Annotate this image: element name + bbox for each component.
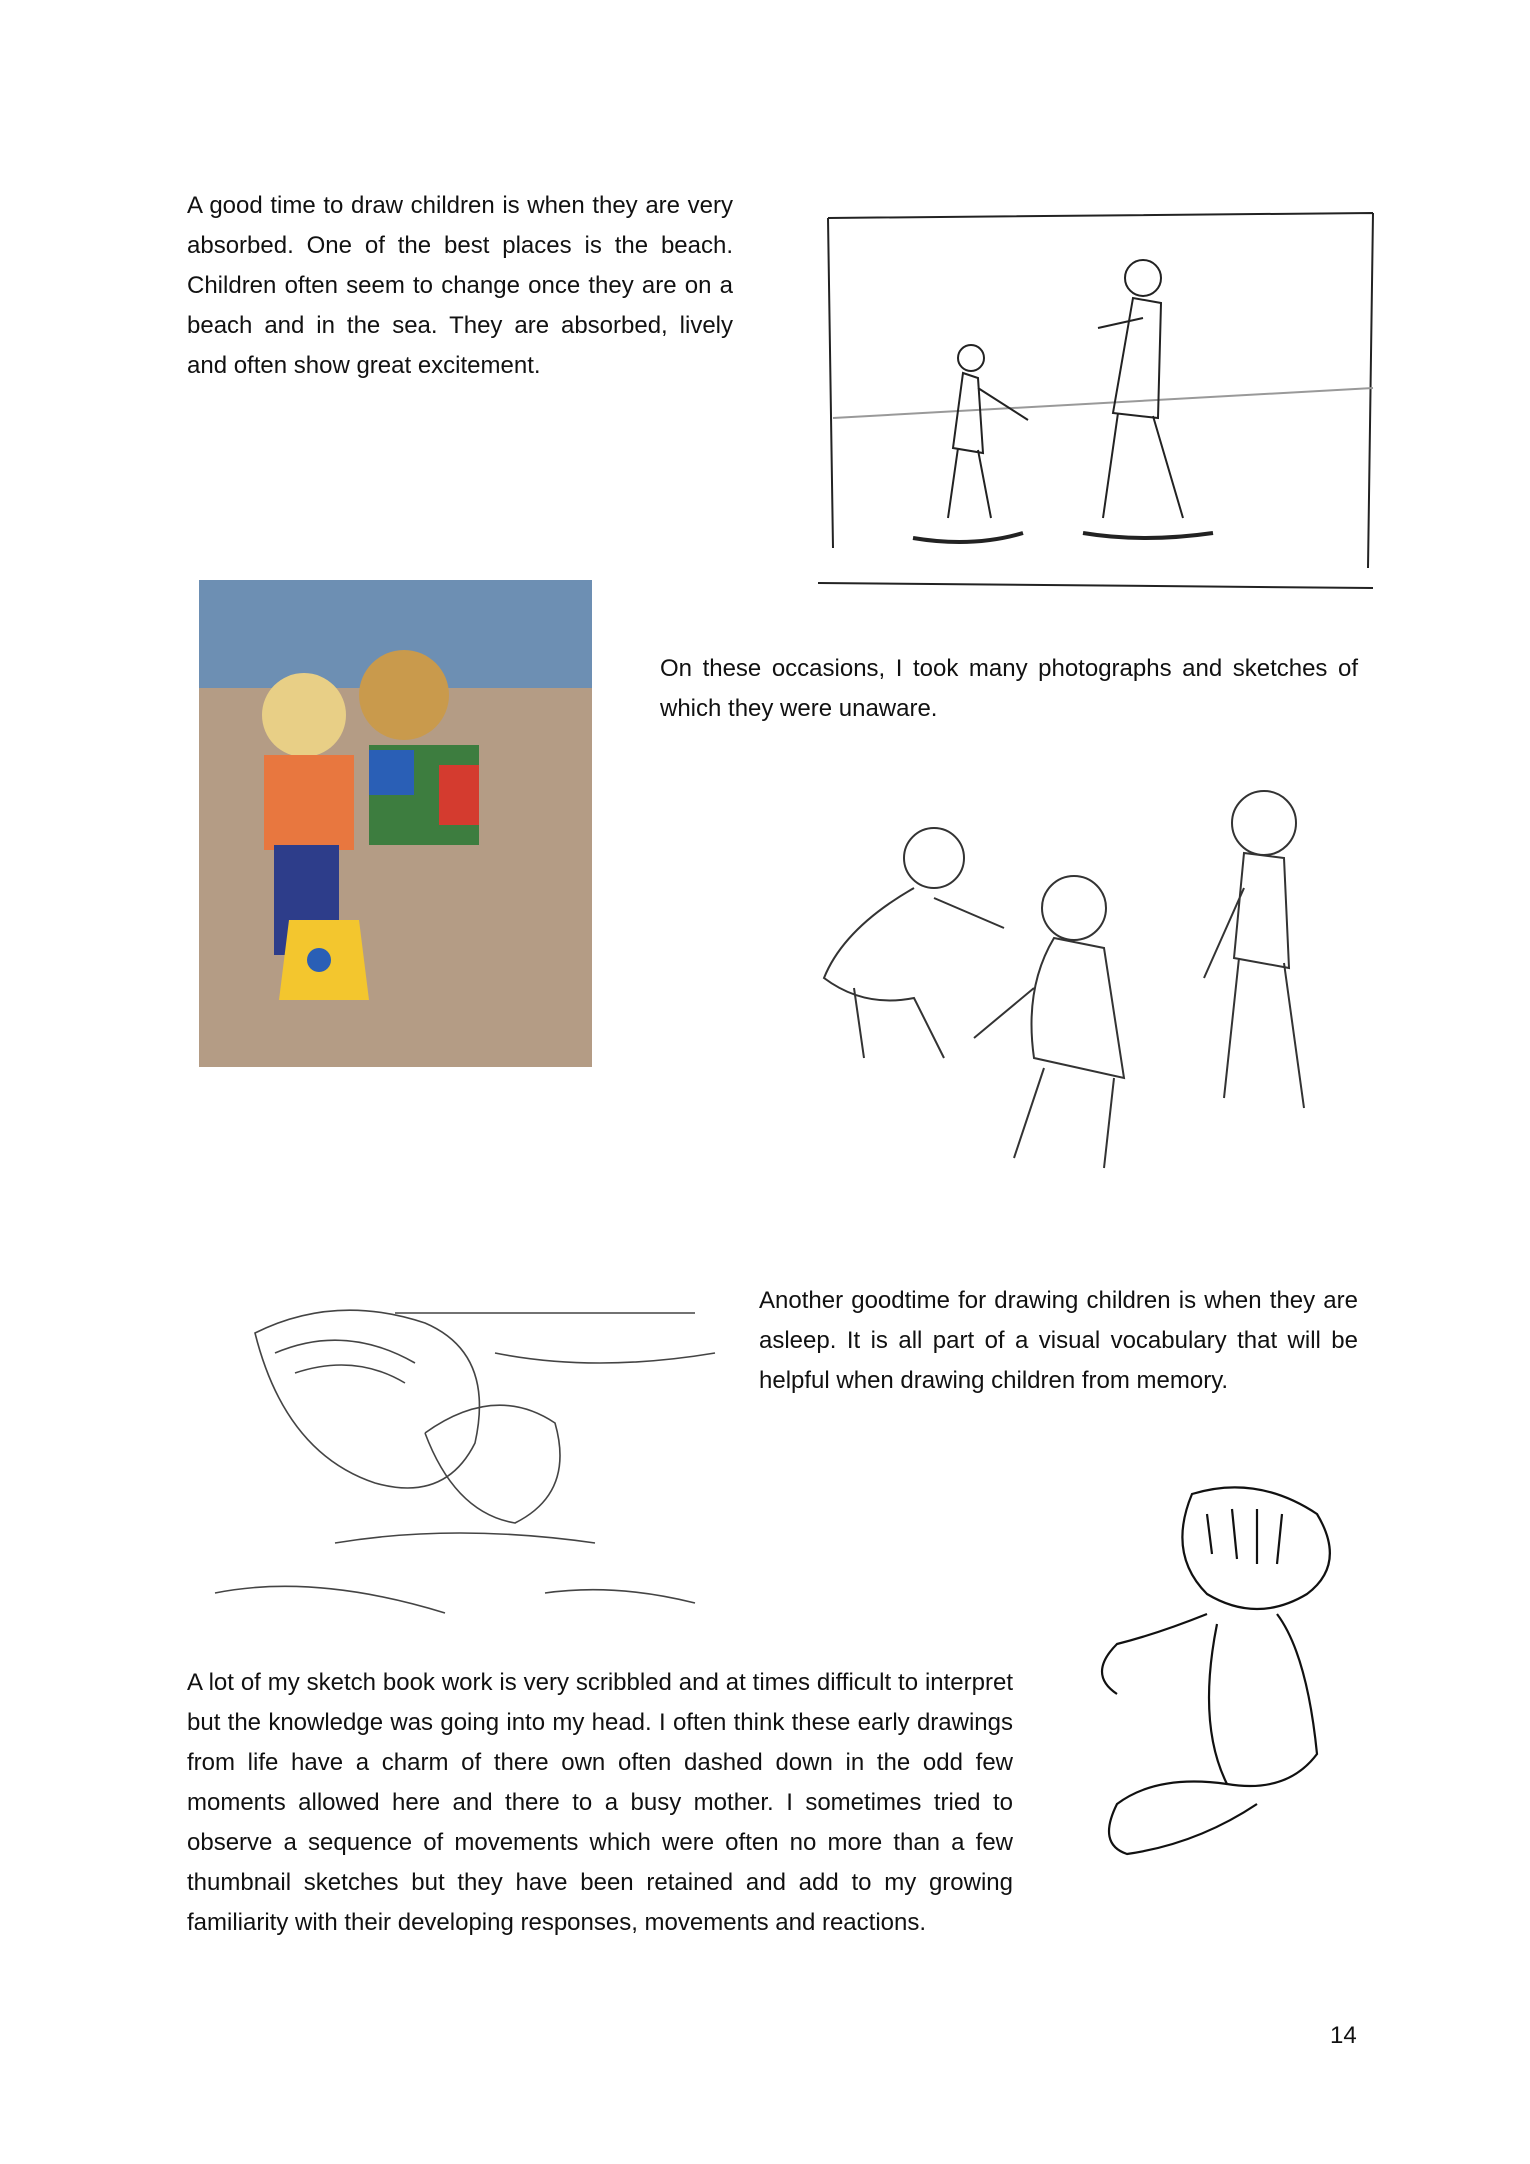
asleep-paragraph: Another goodtime for drawing children is when they are asleep. It is all part of a visual vocabulary that will be helpful when drawing children from memory. [759,1287,1358,1394]
sketchbook-paragraph: A lot of my sketch book work is very scribbled and at times difficult to interpret but the knowledge was going into my head. I often think these early drawings from life have a charm of there own often dashed down in the odd few moments allowed here and there to a busy mother. I sometimes tried to observe a sequence of movements which were often no more than a few thumbnail sketches but they have been retained and add to my growing familiarity with their developing responses, movements and reactions. [187,1669,1013,1936]
crouching-children-sketch [744,758,1390,1223]
photographs-paragraph: On these occasions, I took many photographs and sketches of which they were unaware. [660,655,1358,722]
beach-children-sketch [813,188,1390,642]
sleeping-child-sketch [195,1293,727,1647]
intro-paragraph: A good time to draw children is when they are very absorbed. One of the best places is the beach. Children often seem to change once they are on a beach and in the sea. They are absorbed, lively and often show great excitement. [187,192,733,379]
beach-children-photo [199,580,592,1067]
seated-baby-sketch [1057,1474,1356,1918]
page-number: 14 [1330,2022,1357,2049]
